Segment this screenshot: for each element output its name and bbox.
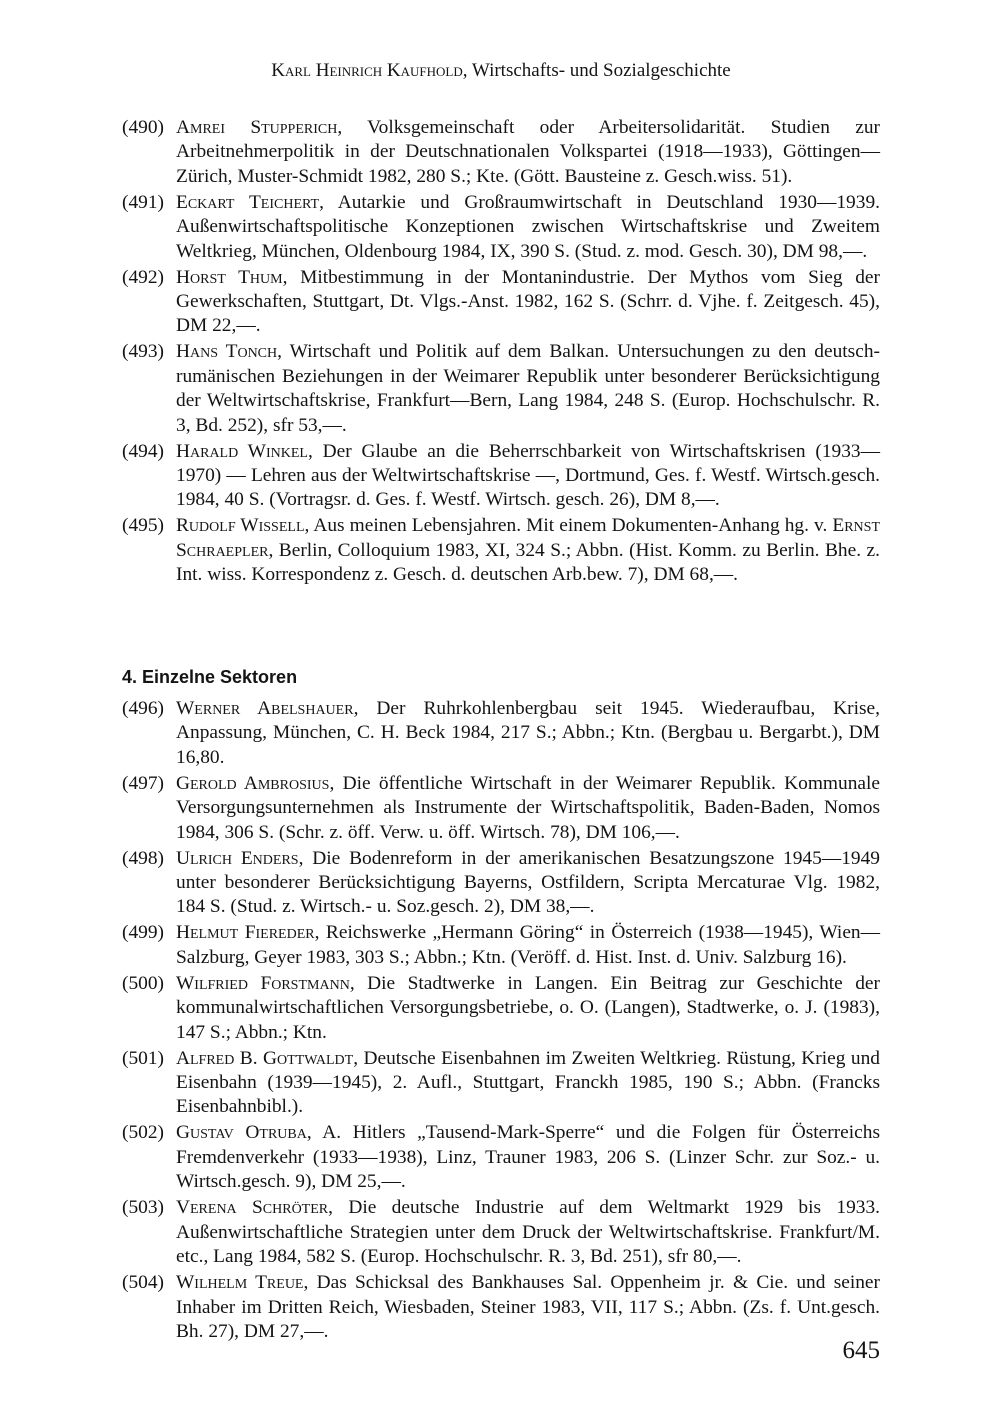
entry-author: Eckart Teichert xyxy=(176,191,320,213)
entry-number: (498) xyxy=(122,847,165,869)
entry-author: Ulrich Enders xyxy=(176,847,299,869)
entry-number: (493) xyxy=(122,341,165,363)
entry-editor: Ernst Schraepler xyxy=(176,515,880,561)
entry-text: , Mitbestimmung in der Montanindustrie. Der Mythos vom Sieg der Gewerkschaften, Stuttgart, Dt. Vlgs.-Anst. 1982, 162 S. (Schrr. d. Vjhe. f. Zeitgesch. 45), DM 22,—. xyxy=(176,266,880,337)
bibliography-entry-492 xyxy=(122,266,880,339)
entry-author: Horst Thum xyxy=(176,266,283,288)
entry-text-continued: , Berlin, Colloquium 1983, XI, 324 S.; Abbn. (Hist. Komm. zu Berlin. Bhe. z. Int. wiss. Korrespondenz z. Gesch. d. deutschen Arb.bew. 7), DM 68,—. xyxy=(176,539,880,586)
running-head-author: Karl Heinrich Kaufhold xyxy=(271,60,463,81)
bibliography-entry-504 xyxy=(122,1271,880,1344)
bibliography-entry-501 xyxy=(122,1047,880,1120)
entry-number: (500) xyxy=(122,972,165,994)
entry-number: (491) xyxy=(122,191,165,213)
entry-text: , Deutsche Eisenbahnen im Zweiten Weltkrieg. Rüstung, Krieg und Eisenbahn (1939—1945), 2. Aufl., Stuttgart, Franckh 1985, 190 S.; Abbn. (Francks Eisenbahnbibl.). xyxy=(176,1047,880,1118)
entry-number: (502) xyxy=(122,1122,165,1144)
entry-number: (492) xyxy=(122,266,165,288)
entry-author: Gustav Otruba xyxy=(176,1122,307,1144)
entry-number: (494) xyxy=(122,440,165,462)
entry-number: (504) xyxy=(122,1272,165,1294)
entry-author: Wilfried Forstmann xyxy=(176,972,350,994)
entry-text: , Das Schicksal des Bankhauses Sal. Oppenheim jr. & Cie. und seiner Inhaber im Dritten Reich, Wiesbaden, Steiner 1983, VII, 117 S.; Abbn. (Zs. f. Unt.gesch. Bh. 27), DM 27,—. xyxy=(176,1272,880,1342)
book-page xyxy=(122,0,880,1419)
entry-author: Rudolf Wissell xyxy=(176,515,305,537)
entry-author: Alfred B. Gottwaldt xyxy=(176,1047,354,1069)
bibliography-entry-495 xyxy=(122,514,880,587)
entry-author: Harald Winkel xyxy=(176,440,308,462)
running-head-title: , Wirtschafts- und Sozialgeschichte xyxy=(462,60,731,81)
running-head xyxy=(122,59,880,83)
bibliography-entry-498 xyxy=(122,847,880,920)
entry-text: , Die Bodenreform in der amerikanischen Besatzungszone 1945—1949 unter besonderer Berücksichtigung Bayerns, Ostfildern, Scripta Mercaturae Vlg. 1982, 184 S. (Stud. z. Wirtsch.- u. Soz.gesch. 2), DM 38,—. xyxy=(176,847,880,918)
entry-text: , Volksgemeinschaft oder Arbeitersolidarität. Studien zur Arbeitnehmerpolitik in der Deutschnationalen Volkspartei (1918—1933), Göttingen—Zürich, Muster-Schmidt 1982, 280 S.; Kte. (Gött. Bausteine z. Gesch.wiss. 51). xyxy=(176,117,880,187)
entry-number: (490) xyxy=(122,117,165,138)
bibliography-entry-503 xyxy=(122,1196,880,1269)
entry-text: , Der Glaube an die Beherrschbarkeit von Wirtschaftskrisen (1933—1970) — Lehren aus der Weltwirtschaftskrise —, Dortmund, Ges. f. Westf. Wirtsch.gesch. 1984, 40 S. (Vortragsr. d. Ges. f. Westf. Wirtsch. gesch. 26), DM 8,—. xyxy=(176,440,880,511)
entry-text: , Autarkie und Großraumwirtschaft in Deutschland 1930—1939. Außenwirtschaftspolitische Konzeptionen zwischen Wirtschaftskrise und Zweitem Weltkrieg, München, Oldenbourg 1984, IX, 390 S. (Stud. z. mod. Gesch. 30), DM 98,—. xyxy=(176,191,880,262)
entry-text: , Die Stadtwerke in Langen. Ein Beitrag zur Geschichte der kommunalwirtschaftlichen Versorgungsbetriebe, o. O. (Langen), Stadtwerke, o. J. (1983), 147 S.; Abbn.; Ktn. xyxy=(176,972,881,1043)
entry-number: (496) xyxy=(122,698,165,719)
bibliography-entry-499 xyxy=(122,921,880,970)
entry-text: , A. Hitlers „Tausend-Mark-Sperre“ und die Folgen für Österreichs Fremdenverkehr (1933—1938), Linz, Trauner 1983, 206 S. (Linzer Schr. zur Soz.- u. Wirtsch.gesch. 9), DM 25,—. xyxy=(176,1122,880,1193)
bibliography-entry-490 xyxy=(122,116,880,189)
bibliography-entry-491 xyxy=(122,191,880,264)
entry-text: , Wirtschaft und Politik auf dem Balkan. Untersuchungen zu den deutsch-rumänischen Beziehungen in der Weimarer Republik unter besonderer Berücksichtigung der Weltwirtschaftskrise, Frankfurt—Bern, Lang 1984, 248 S. (Europ. Hochschulschr. R. 3, Bd. 252), sfr 53,—. xyxy=(176,341,880,436)
entry-text: , Die öffentliche Wirtschaft in der Weimarer Republik. Kommunale Versorgungsunternehmen als Instrumente der Wirtschaftspolitik, Baden-Baden, Nomos 1984, 306 S. (Schr. z. öff. Verw. u. öff. Wirtsch. 78), DM 106,—. xyxy=(176,772,880,843)
bibliography-entry-500 xyxy=(122,972,880,1045)
entry-author: Gerold Ambrosius xyxy=(176,772,330,794)
bibliography-list-general xyxy=(122,116,880,589)
bibliography-entry-494 xyxy=(122,440,880,513)
entry-text: , Die deutsche Industrie auf dem Weltmarkt 1929 bis 1933. Außenwirtschaftliche Strategien unter dem Druck der Weltwirtschaftskrise. Frankfurt/M. etc., Lang 1984, 582 S. (Europ. Hochschulschr. R. 3, Bd. 251), sfr 80,—. xyxy=(176,1197,881,1268)
section-heading: 4. Einzelne Sektoren xyxy=(122,667,298,687)
entry-number: (495) xyxy=(122,515,165,537)
entry-number: (501) xyxy=(122,1047,165,1069)
entry-author: Helmut Fiereder xyxy=(176,922,315,944)
bibliography-entry-497 xyxy=(122,772,880,845)
bibliography-entry-496 xyxy=(122,697,880,770)
entry-number: (497) xyxy=(122,772,165,794)
entry-author: Amrei Stupperich xyxy=(176,117,338,138)
bibliography-list-sectors xyxy=(122,697,880,1346)
entry-text: , Aus meinen Lebensjahren. Mit einem Dokumenten-Anhang hg. v. xyxy=(304,515,833,537)
entry-author: Wilhelm Treue xyxy=(176,1272,304,1294)
entry-number: (503) xyxy=(122,1197,165,1219)
entry-text: , Der Ruhrkohlenbergbau seit 1945. Wiederaufbau, Krise, Anpassung, München, C. H. Beck 1984, 217 S.; Abbn.; Ktn. (Bergbau u. Bergarbt.), DM 16,80. xyxy=(176,698,880,768)
entry-number: (499) xyxy=(122,922,165,944)
page-number: 645 xyxy=(842,1337,880,1364)
entry-author: Werner Abelshauer xyxy=(176,698,354,719)
entry-text: , Reichswerke „Hermann Göring“ in Österreich (1938—1945), Wien—Salzburg, Geyer 1983, 303 S.; Abbn.; Ktn. (Veröff. d. Hist. Inst. d. Univ. Salzburg 16). xyxy=(176,922,881,968)
entry-author: Verena Schröter xyxy=(176,1197,329,1219)
bibliography-entry-493 xyxy=(122,340,880,438)
entry-author: Hans Tonch xyxy=(176,341,278,363)
bibliography-entry-502 xyxy=(122,1121,880,1194)
